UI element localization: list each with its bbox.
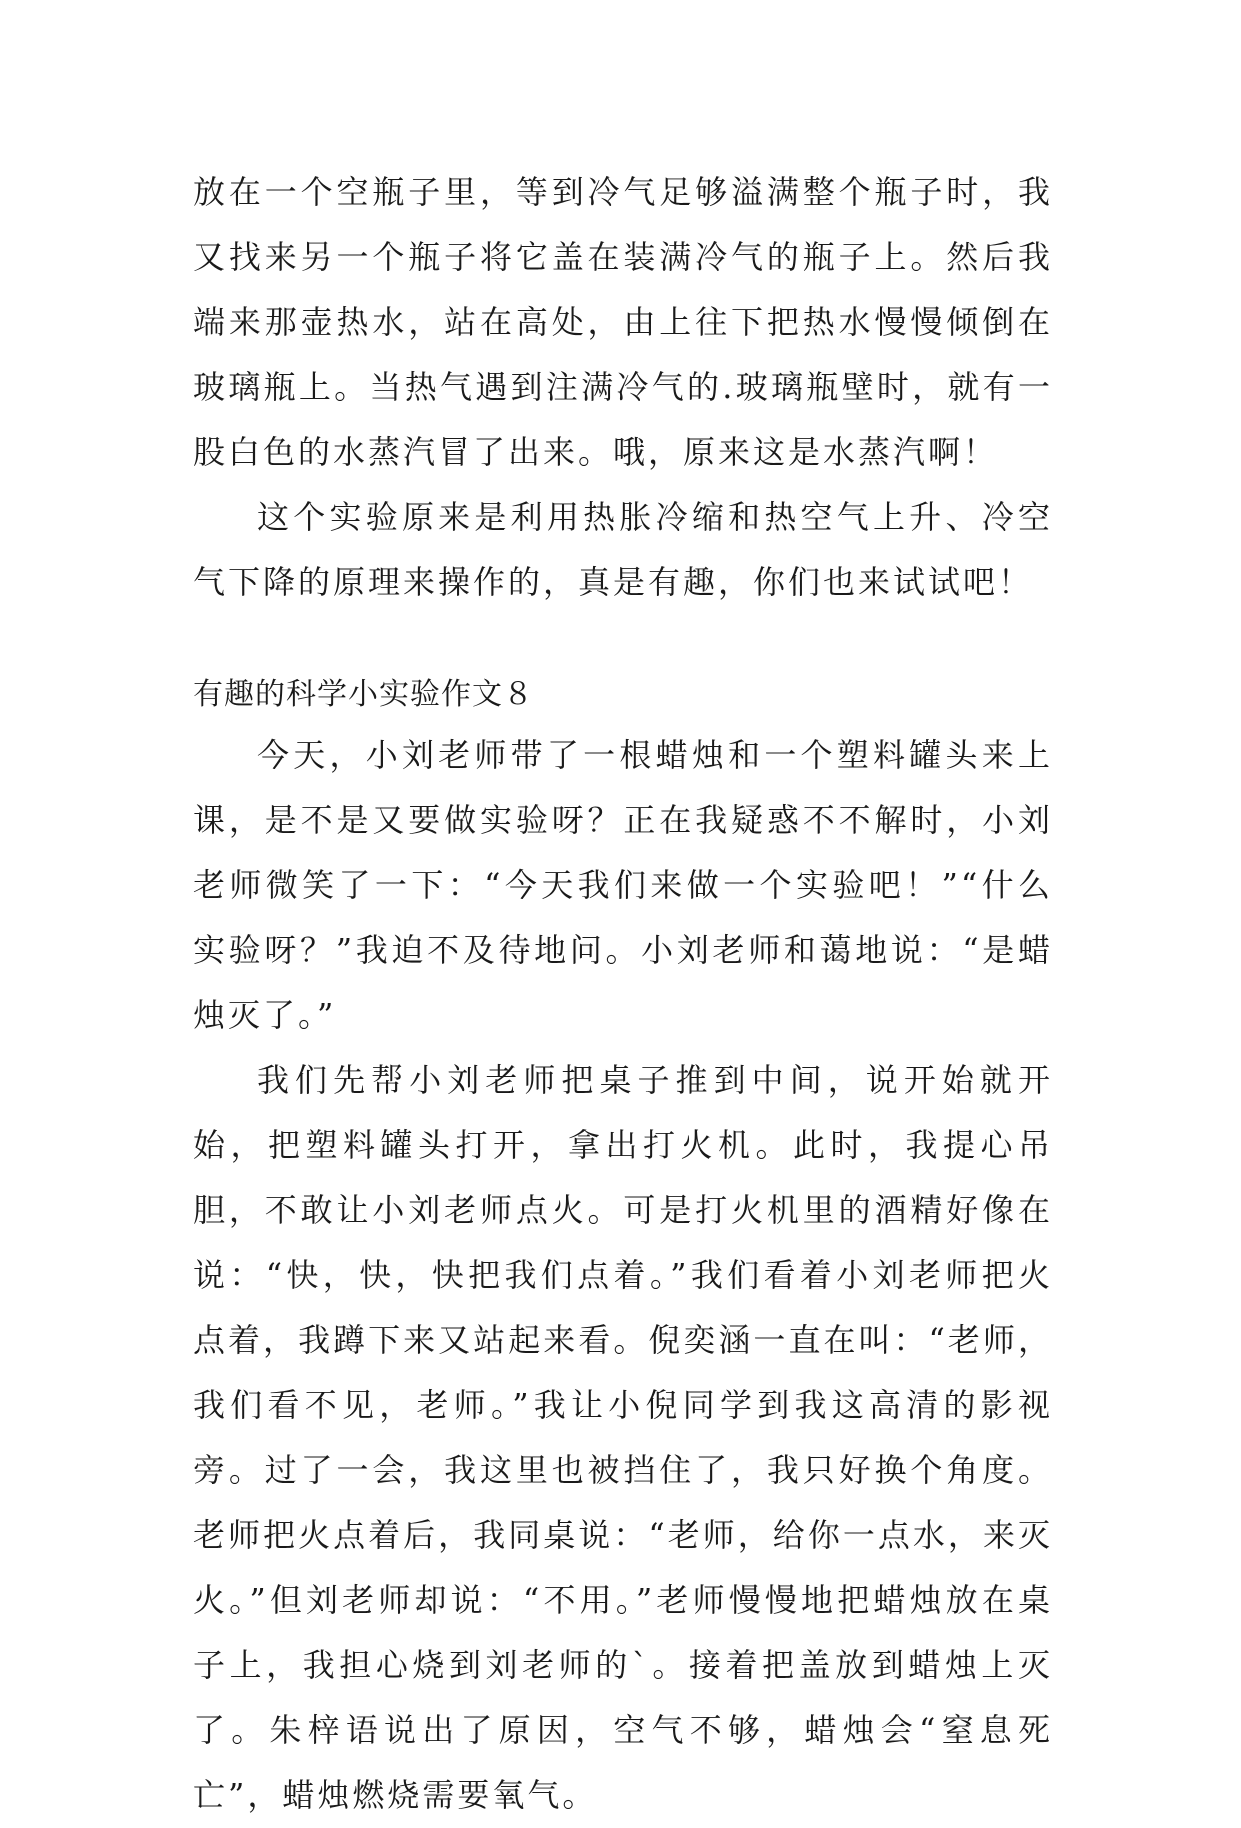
paragraph-conclusion: 这个实验原来是利用热胀冷缩和热空气上升、冷空气下降的原理来操作的，真是有趣，你们也来试试吧！: [193, 498, 1053, 601]
paragraph-intro: 今天，小刘老师带了一根蜡烛和一个塑料罐头来上课，是不是又要做实验呀？正在我疑惑不不解时，小刘老师微笑了一下：“今天我们来做一个实验吧！”“什么实验呀？”我迫不及待地问。小刘老师和蔼地说：“是蜡烛灭了。”: [193, 736, 1053, 1034]
section-title: 有趣的科学小实验作文８: [193, 677, 534, 712]
document-page: [193, 160, 1053, 1828]
paragraph-experiment: 我们先帮小刘老师把桌子推到中间，说开始就开始，把塑料罐头打开，拿出打火机。此时，我提心吊胆，不敢让小刘老师点火。可是打火机里的酒精好像在说：“快，快，快把我们点着。”我们看着小刘老师把火点着，我蹲下来又站起来看。倪奕涵一直在叫：“老师，我们看不见，老师。”我让小倪同学到我这高清的影视旁。过了一会，我这里也被挡住了，我只好换个角度。老师把火点着后，我同桌说：“老师，给你一点水，来灭火。”但刘老师却说：“不用。”老师慢慢地把蜡烛放在桌子上，我担心烧到刘老师的`。接着把盖放到蜡烛上灭了。朱梓语说出了原因，空气不够，蜡烛会“窒息死亡”，蜡烛燃烧需要氧气。: [193, 1061, 1053, 1814]
paragraph-continuation: 放在一个空瓶子里，等到冷气足够溢满整个瓶子时，我又找来另一个瓶子将它盖在装满冷气的瓶子上。然后我端来那壶热水，站在高处，由上往下把热水慢慢倾倒在玻璃瓶上。当热气遇到注满冷气的.玻璃瓶壁时，就有一股白色的水蒸汽冒了出来。哦，原来这是水蒸汽啊！: [193, 173, 1053, 471]
